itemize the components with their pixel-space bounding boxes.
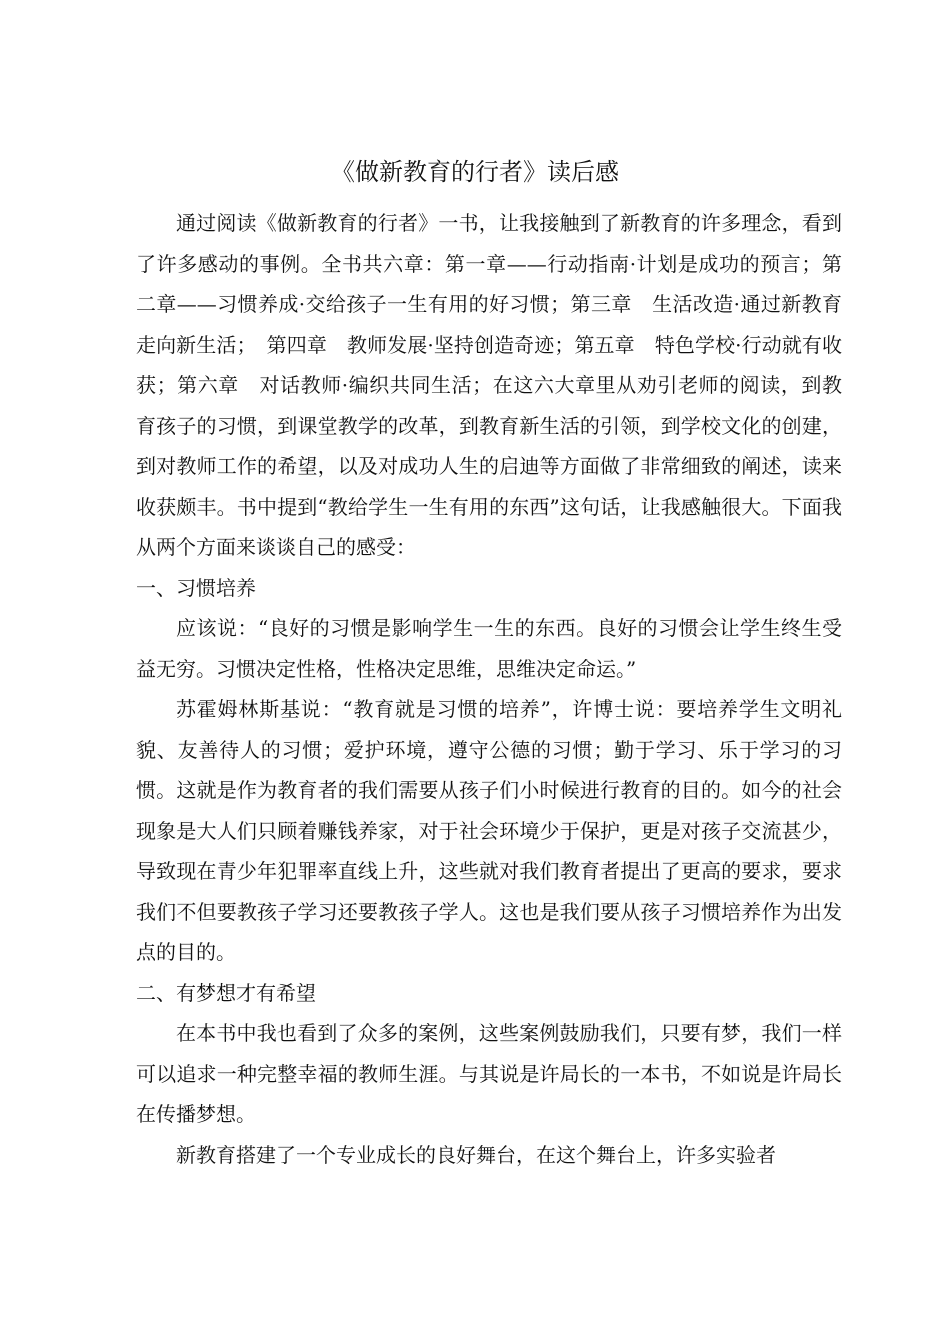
document-body <box>136 203 842 1175</box>
paragraph-habits-quote: 应该说：“良好的习惯是影响学生一生的东西。良好的习惯会让学生终生受益无穷。习惯决定性格，性格决定思维，思维决定命运。” <box>136 616 842 681</box>
paragraph-intro: 通过阅读《做新教育的行者》一书，让我接触到了新教育的许多理念，看到了许多感动的事例。全书共六章：第一章——行动指南·计划是成功的预言；第二章——习惯养成·交给孩子一生有用的好习惯；第三章 生活改造·通过新教育走向新生活； 第四章 教师发展·坚持创造奇迹；第五章 特色学校·行动就有收获；第六章 对话教师·编织共同生活；在这六大章里从劝引老师的阅读，到教育孩子的习惯，到课堂教学的改革，到教育新生活的引领，到学校文化的创建，到对教师工作的希望，以及对成功人生的启迪等方面做了非常细致的阐述，读来收获颇丰。书中提到“教给学生一生有用的东西”这句话，让我感触很大。下面我从两个方面来谈谈自己的感受： <box>136 211 842 559</box>
section-heading-habits: 一、习惯培养 <box>136 575 256 600</box>
paragraph-habits-detail: 苏霍姆林斯基说：“教育就是习惯的培养”，许博士说：要培养学生文明礼貌、友善待人的习惯；爱护环境，遵守公德的习惯；勤于学习、乐于学习的习惯。这就是作为教育者的我们需要从孩子们小时候进行教育的目的。如今的社会现象是大人们只顾着赚钱养家，对于社会环境少于保护，更是对孩子交流甚少，导致现在青少年犯罪率直线上升，这些就对我们教育者提出了更高的要求，要求我们不但要教孩子学习还要教孩子学人。这也是我们要从孩子习惯培养作为出发点的目的。 <box>136 697 842 964</box>
document-title: 《做新教育的行者》读后感 <box>331 158 619 186</box>
section-heading-dreams: 二、有梦想才有希望 <box>136 980 316 1005</box>
paragraph-dreams-cases: 在本书中我也看到了众多的案例，这些案例鼓励我们，只要有梦，我们一样可以追求一种完整幸福的教师生涯。与其说是许局长的一本书，不如说是许局长在传播梦想。 <box>136 1021 842 1126</box>
paragraph-dreams-stage: 新教育搭建了一个专业成长的良好舞台，在这个舞台上，许多实验者 <box>176 1142 776 1167</box>
